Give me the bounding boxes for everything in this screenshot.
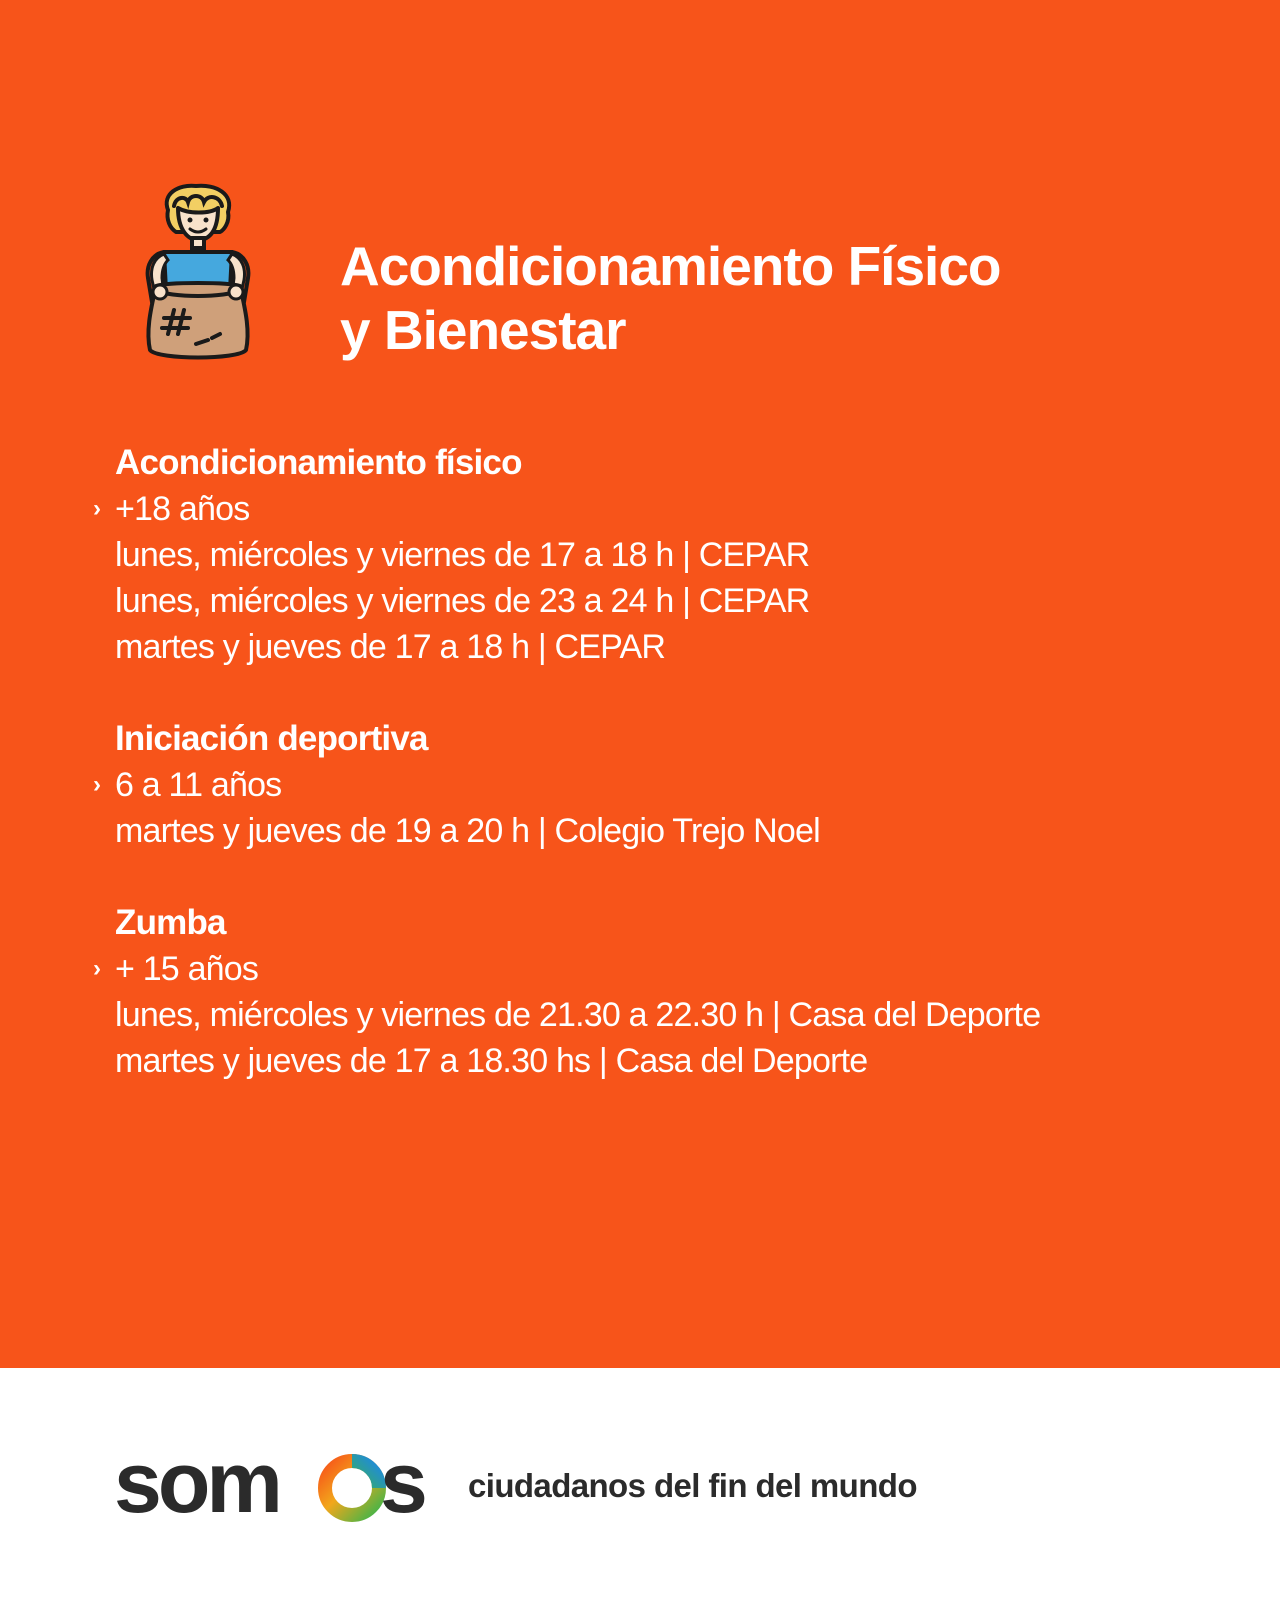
svg-text:s: s bbox=[380, 1440, 424, 1531]
schedule-line: lunes, miércoles y viernes de 23 a 24 h | CEPAR bbox=[115, 582, 810, 620]
footer-tagline: ciudadanos del fin del mundo bbox=[468, 1467, 917, 1504]
age-range bbox=[93, 946, 1040, 992]
activities-list bbox=[93, 440, 1041, 1130]
sack-race-child-icon bbox=[138, 182, 258, 372]
chevron-right-icon: › bbox=[93, 955, 101, 982]
age-range bbox=[93, 762, 1040, 808]
title-line-1: Acondicionamiento Físico bbox=[340, 235, 1001, 297]
schedule-line: martes y jueves de 17 a 18 h | CEPAR bbox=[115, 628, 666, 666]
age-range bbox=[93, 486, 1040, 532]
schedule-line: lunes, miércoles y viernes de 17 a 18 h | CEPAR bbox=[115, 536, 810, 574]
chevron-right-icon: › bbox=[93, 771, 101, 798]
section-zumba bbox=[93, 900, 1041, 1084]
age-label: +18 años bbox=[115, 490, 250, 528]
chevron-right-icon: › bbox=[93, 495, 101, 522]
section-acondicionamiento bbox=[93, 440, 1040, 670]
section-iniciacion bbox=[93, 716, 1040, 854]
section-title: Acondicionamiento físico bbox=[115, 443, 522, 482]
schedule-line: lunes, miércoles y viernes de 21.30 a 22.30 h | Casa del Deporte bbox=[115, 996, 1041, 1034]
schedule-line: martes y jueves de 19 a 20 h | Colegio Trejo Noel bbox=[115, 812, 820, 850]
svg-text:som: som bbox=[114, 1440, 279, 1531]
somos-logo bbox=[114, 1440, 444, 1532]
section-title: Zumba bbox=[115, 903, 226, 942]
title-line-2: y Bienestar bbox=[340, 299, 626, 361]
age-label: 6 a 11 años bbox=[115, 766, 282, 804]
age-label: + 15 años bbox=[115, 950, 259, 988]
section-title: Iniciación deportiva bbox=[115, 719, 428, 758]
page-title bbox=[340, 234, 1001, 362]
schedule-line: martes y jueves de 17 a 18.30 hs | Casa del Deporte bbox=[115, 1042, 868, 1080]
